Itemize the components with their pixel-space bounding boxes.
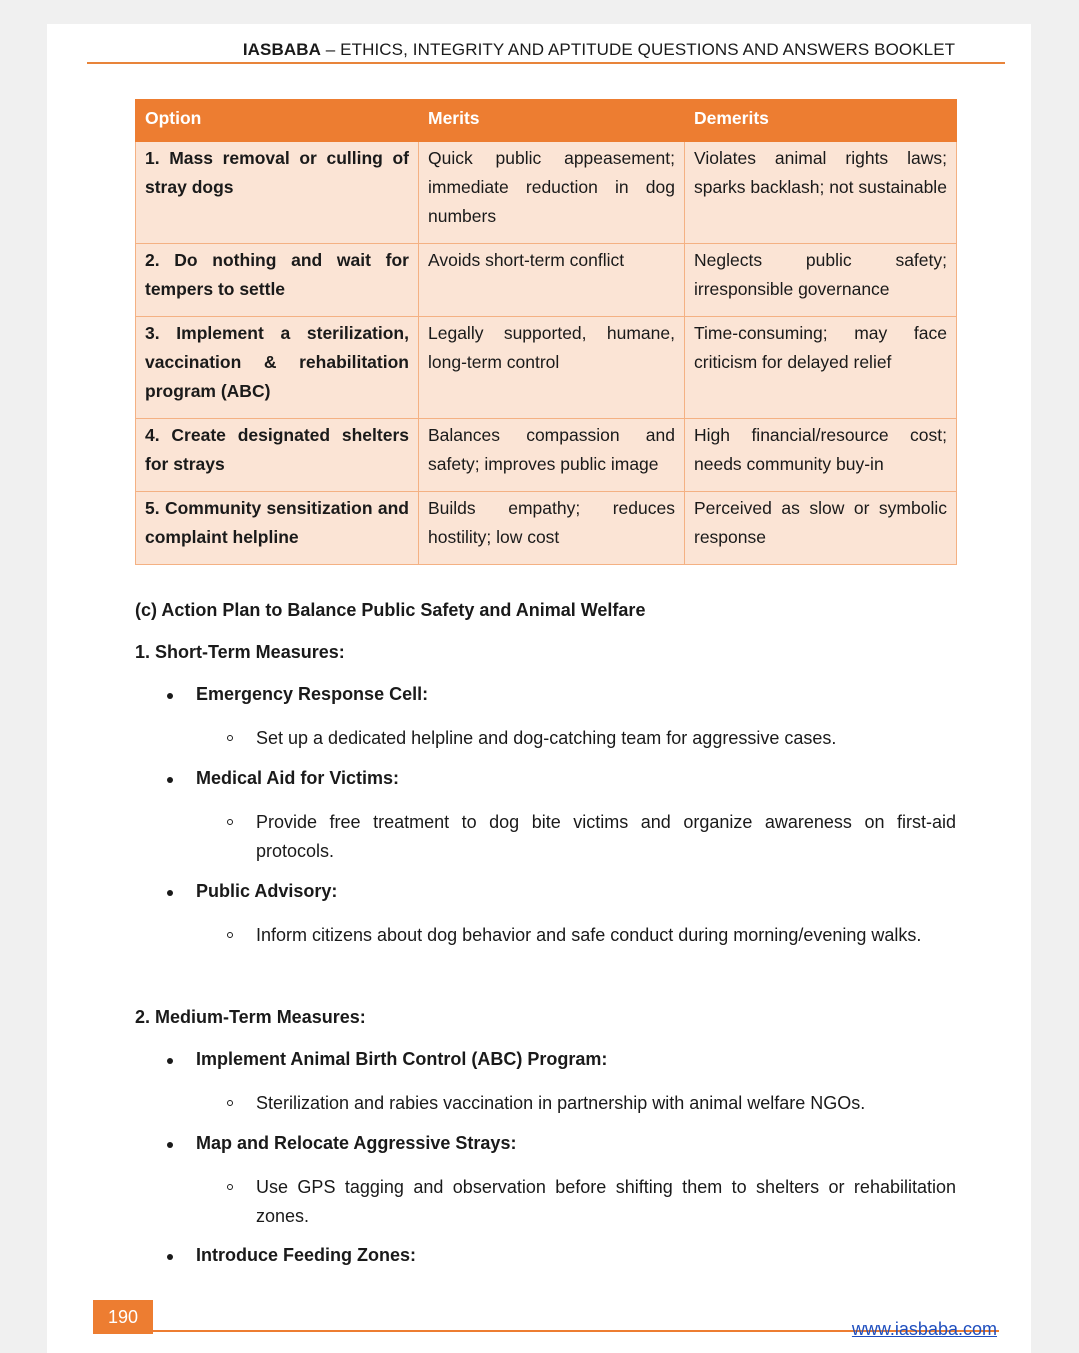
table-row <box>136 317 957 419</box>
list-item-label: Public Advisory: <box>196 881 338 901</box>
table-row <box>136 419 957 492</box>
merits-cell: Balances compassion and safety; improves public image <box>419 419 685 492</box>
list-item-label: Map and Relocate Aggressive Strays: <box>196 1133 517 1153</box>
list-item-label: Implement Animal Birth Control (ABC) Program: <box>196 1049 608 1069</box>
page-header <box>47 40 1031 60</box>
option-cell: 2. Do nothing and wait for tempers to settle <box>136 244 419 317</box>
header-brand: IASBABA <box>242 40 321 59</box>
option-cell: 5. Community sensitization and complaint helpline <box>136 492 419 565</box>
option-cell: 1. Mass removal or culling of stray dogs <box>136 142 419 244</box>
hollow-bullet-icon <box>227 735 233 741</box>
table-row <box>136 142 957 244</box>
sub-list-text: Use GPS tagging and observation before shifting them to shelters or rehabilitation zones. <box>256 1177 956 1226</box>
hollow-bullet-icon <box>227 819 233 825</box>
demerits-cell: Time-consuming; may face criticism for delayed relief <box>685 317 957 419</box>
column-header-option: Option <box>136 100 419 142</box>
medium-term-heading: 2. Medium-Term Measures: <box>135 1007 366 1027</box>
demerits-cell: Perceived as slow or symbolic response <box>685 492 957 565</box>
table-header-row <box>136 100 957 142</box>
sub-list-item <box>227 724 956 753</box>
hollow-bullet-icon <box>227 1184 233 1190</box>
options-table <box>135 99 957 565</box>
sub-list-item <box>227 1173 956 1231</box>
list-item-label: Emergency Response Cell: <box>196 684 429 704</box>
list-item-label: Introduce Feeding Zones: <box>196 1245 417 1265</box>
column-header-merits: Merits <box>419 100 685 142</box>
merits-cell: Builds empathy; reduces hostility; low cost <box>419 492 685 565</box>
sub-list-item <box>227 921 956 950</box>
document-page <box>47 24 1031 1353</box>
action-plan-title: (c) Action Plan to Balance Public Safety and Animal Welfare <box>135 600 646 620</box>
merits-cell: Legally supported, humane, long-term control <box>419 317 685 419</box>
sub-list-text: Sterilization and rabies vaccination in partnership with animal welfare NGOs. <box>256 1093 866 1113</box>
bullet-icon <box>167 1254 173 1260</box>
list-item-label: Medical Aid for Victims: <box>196 768 400 788</box>
hollow-bullet-icon <box>227 932 233 938</box>
sub-list-text: Inform citizens about dog behavior and safe conduct during morning/evening walks. <box>256 925 922 945</box>
option-cell: 3. Implement a sterilization, vaccination & rehabilitation program (ABC) <box>136 317 419 419</box>
header-title: – ETHICS, INTEGRITY AND APTITUDE QUESTIONS AND ANSWERS BOOKLET <box>320 40 956 59</box>
table-row <box>136 492 957 565</box>
table-row <box>136 244 957 317</box>
short-term-heading: 1. Short-Term Measures: <box>135 642 345 662</box>
bullet-icon <box>167 890 173 896</box>
sub-list-text: Provide free treatment to dog bite victims and organize awareness on first-aid protocols. <box>256 812 956 861</box>
page-number: 190 <box>93 1300 153 1334</box>
hollow-bullet-icon <box>227 1100 233 1106</box>
column-header-demerits: Demerits <box>685 100 957 142</box>
option-cell: 4. Create designated shelters for strays <box>136 419 419 492</box>
demerits-cell: Neglects public safety; irresponsible governance <box>685 244 957 317</box>
demerits-cell: Violates animal rights laws; sparks backlash; not sustainable <box>685 142 957 244</box>
demerits-cell: High financial/resource cost; needs community buy-in <box>685 419 957 492</box>
bullet-icon <box>167 1142 173 1148</box>
sub-list-text: Set up a dedicated helpline and dog-catching team for aggressive cases. <box>256 728 837 748</box>
bullet-icon <box>167 693 173 699</box>
merits-cell: Quick public appeasement; immediate reduction in dog numbers <box>419 142 685 244</box>
merits-cell: Avoids short-term conflict <box>419 244 685 317</box>
website-link[interactable]: www.iasbaba.com <box>851 1319 997 1339</box>
sub-list-item <box>227 1089 956 1118</box>
bullet-icon <box>167 1058 173 1064</box>
sub-list-item <box>227 808 956 866</box>
header-rule <box>87 62 1005 64</box>
bullet-icon <box>167 777 173 783</box>
